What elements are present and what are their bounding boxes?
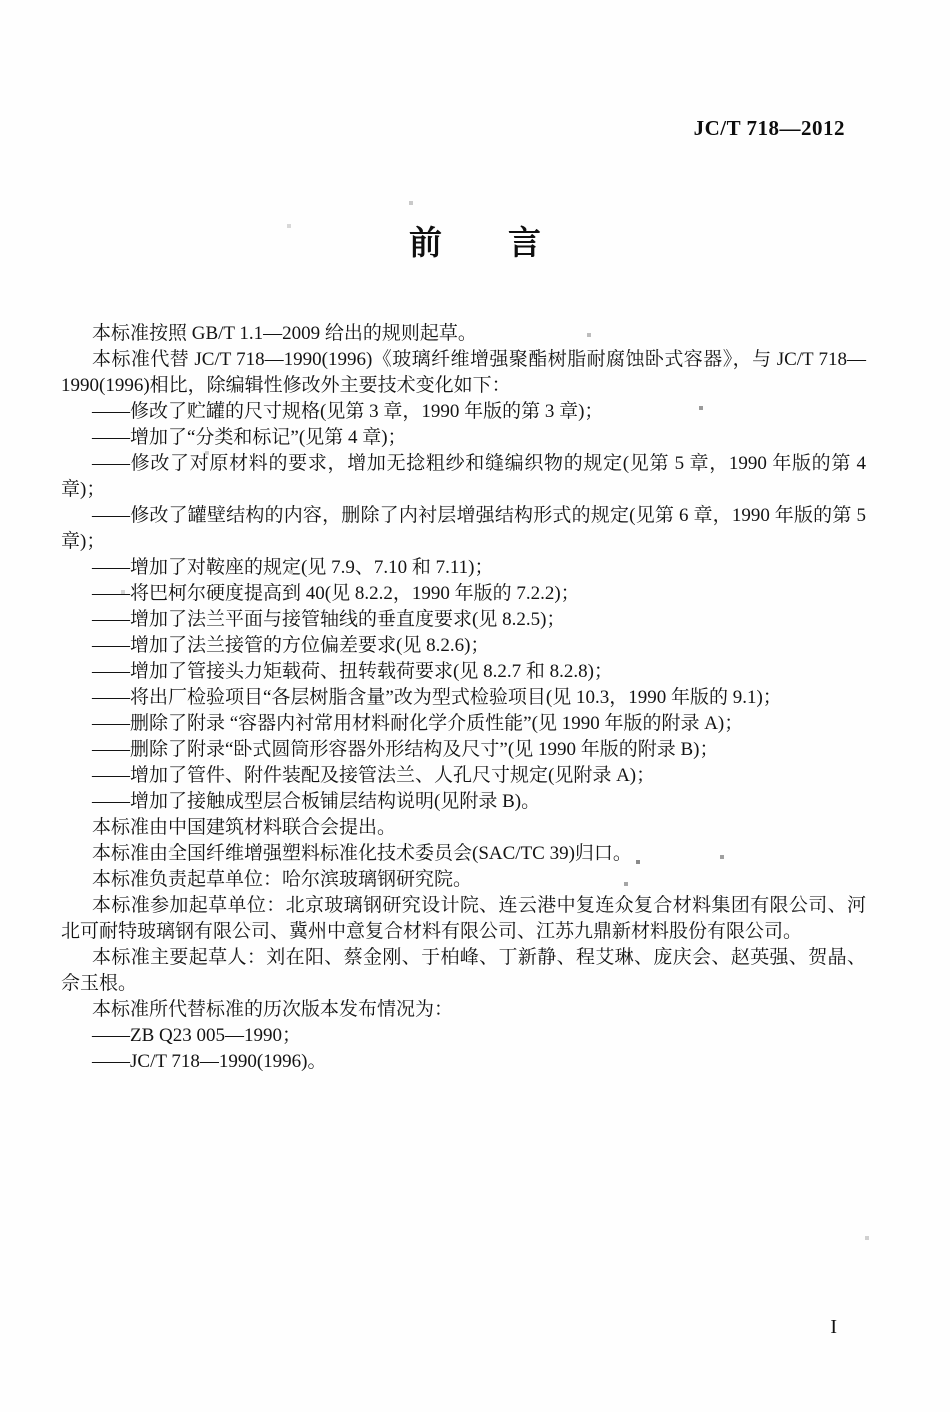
page-title: 前 言	[409, 226, 541, 262]
paragraph: ——增加了对鞍座的规定(见 7.9、7.10 和 7.11)；	[92, 557, 494, 578]
paragraph: ——删除了附录“卧式圆筒形容器外形结构及尺寸”(见 1990 年版的附录 B)；	[92, 739, 719, 760]
standard-code: JC/T 718—2012	[693, 116, 845, 140]
paragraph: 本标准由中国建筑材料联合会提出。	[92, 817, 397, 838]
page-footer	[830, 1316, 837, 1339]
paragraph: ——ZB Q23 005—1990；	[92, 1025, 302, 1046]
paragraph: 本标准代替 JC/T 718—1990(1996)《玻璃纤维增强聚酯树脂耐腐蚀卧式容器》，与 JC/T 718—1990(1996)相比，除编辑性修改外主要技术变化如下：	[61, 349, 866, 396]
paragraph: ——增加了法兰平面与接管轴线的垂直度要求(见 8.2.5)；	[92, 609, 566, 630]
paragraph: 本标准参加起草单位：北京玻璃钢研究设计院、连云港中复连众复合材料集团有限公司、河北可耐特玻璃钢有限公司、冀州中意复合材料有限公司、江苏九鼎新材料股份有限公司。	[61, 895, 866, 942]
paragraph: ——增加了“分类和标记”(见第 4 章)；	[92, 427, 407, 448]
paragraph: ——增加了管件、附件装配及接管法兰、人孔尺寸规定(见附录 A)；	[92, 765, 656, 786]
paragraph: 本标准负责起草单位：哈尔滨玻璃钢研究院。	[92, 869, 473, 890]
page-number: I	[830, 1316, 837, 1338]
paragraph: 本标准主要起草人：刘在阳、蔡金刚、于柏峰、丁新静、程艾琳、庞庆会、赵英强、贺晶、佘玉根。	[61, 947, 866, 994]
paragraph: ——修改了对原材料的要求，增加无捻粗纱和缝编织物的规定(见第 5 章，1990 年版的第 4 章)；	[61, 453, 866, 500]
paragraph: 本标准由全国纤维增强塑料标准化技术委员会(SAC/TC 39)归口。	[92, 843, 632, 864]
paragraph: ——删除了附录 “容器内衬常用材料耐化学介质性能”(见 1990 年版的附录 A)；	[92, 713, 744, 734]
paragraph: ——将巴柯尔硬度提高到 40(见 8.2.2，1990 年版的 7.2.2)；	[92, 583, 580, 604]
paragraph: ——增加了法兰接管的方位偏差要求(见 8.2.6)；	[92, 635, 490, 656]
paragraph: ——修改了贮罐的尺寸规格(见第 3 章，1990 年版的第 3 章)；	[92, 401, 604, 422]
paragraph: ——将出厂检验项目“各层树脂含量”改为型式检验项目(见 10.3，1990 年版的 9.1)；	[92, 687, 782, 708]
paragraph: ——修改了罐壁结构的内容，删除了内衬层增强结构形式的规定(见第 6 章，1990 年版的第 5 章)；	[61, 505, 866, 552]
document-body	[61, 321, 866, 1075]
paragraph: ——增加了管接头力矩载荷、扭转载荷要求(见 8.2.7 和 8.2.8)；	[92, 661, 613, 682]
paragraph: 本标准按照 GB/T 1.1—2009 给出的规则起草。	[92, 323, 477, 344]
document-header	[0, 0, 950, 141]
paragraph: ——增加了接触成型层合板铺层结构说明(见附录 B)。	[92, 791, 541, 812]
paragraph: ——JC/T 718—1990(1996)。	[92, 1051, 327, 1072]
paragraph: 本标准所代替标准的历次版本发布情况为：	[92, 999, 454, 1020]
